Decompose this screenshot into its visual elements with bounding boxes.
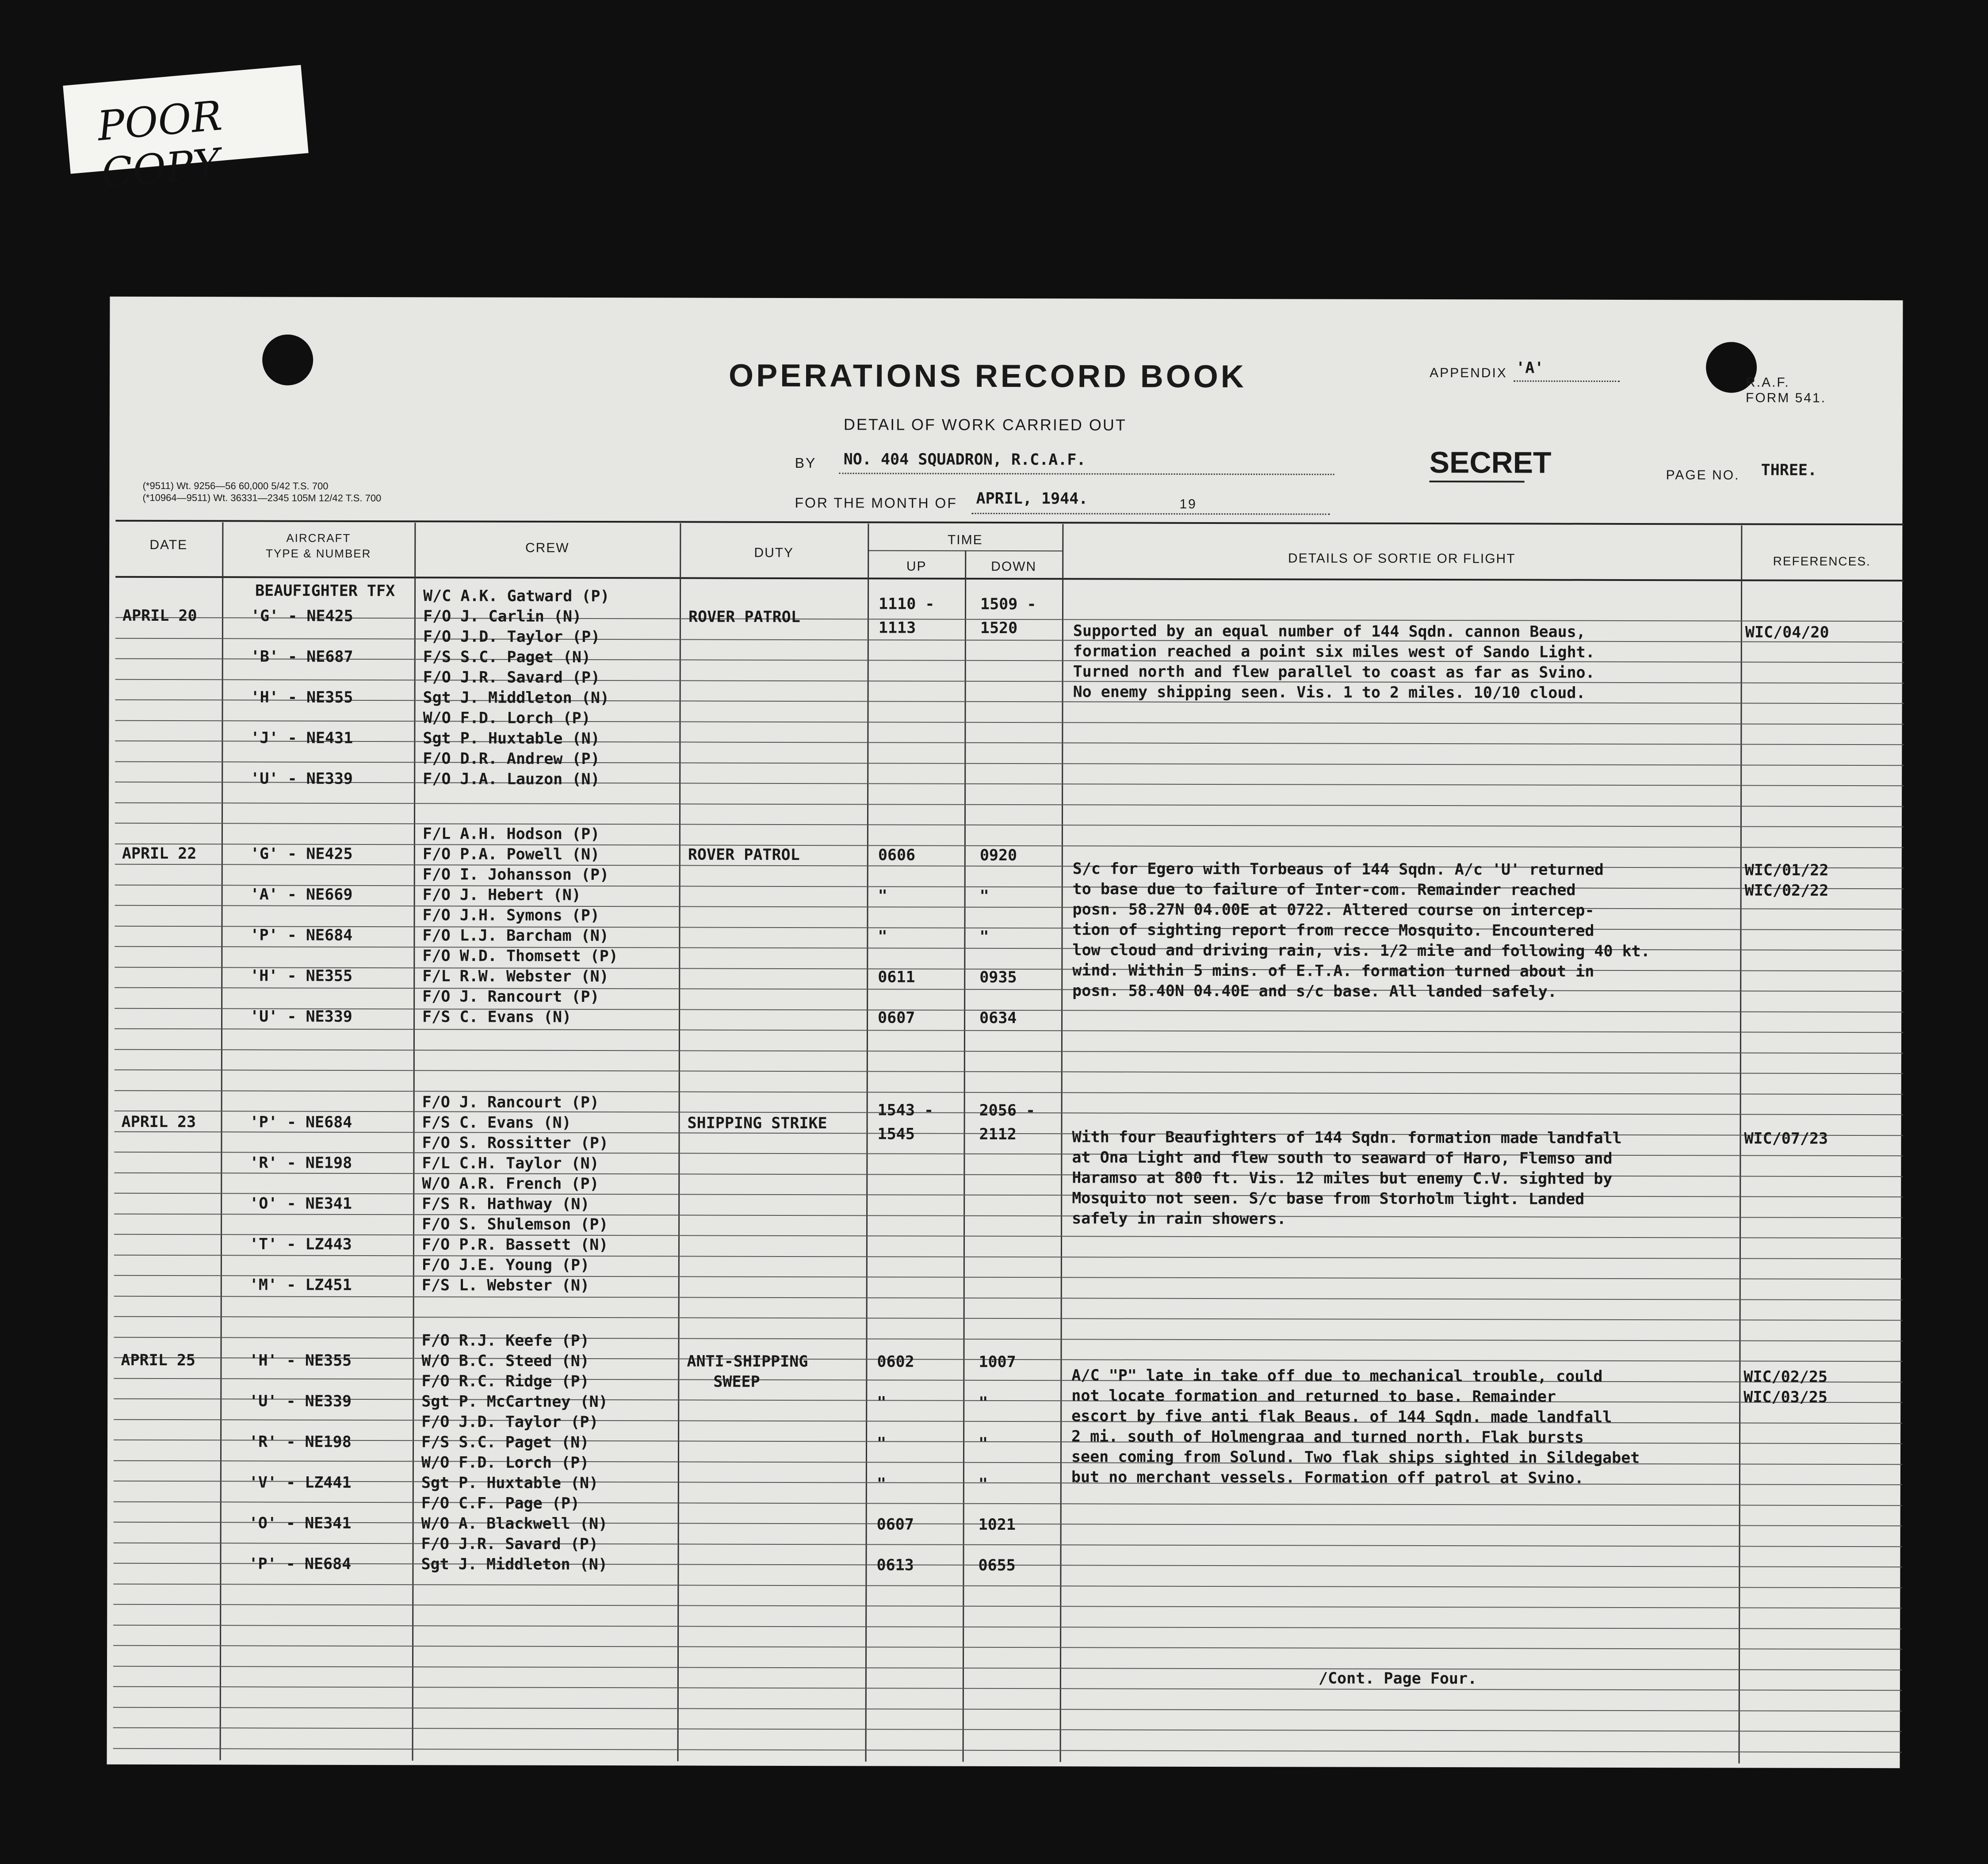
time-up: " [878,928,887,946]
col-references: REFERENCES. [1773,554,1871,569]
poor-copy-text: POOR COPY [95,92,224,197]
crew-member: F/S S.C. Paget (N) [423,648,591,667]
by-label: BY [795,455,817,471]
crew-member: F/O R.J. Keefe (P) [421,1332,589,1350]
crew-member: Sgt P. Huxtable (N) [421,1474,599,1493]
aircraft-id: 'U' - NE339 [250,770,353,788]
crew-member: F/O J.D. Taylor (P) [423,628,600,646]
details-line: Mosquito not seen. S/c base from Storholm light. Landed [1072,1189,1585,1208]
col-duty: DUTY [754,545,794,560]
crew-member: F/S C. Evans (N) [422,1008,572,1026]
aircraft-id: 'R' - NE198 [249,1433,352,1451]
crew-member: F/O J. Hebert (N) [422,886,581,904]
crew-member: F/O J.R. Savard (P) [421,1535,598,1554]
crew-member: W/C A.K. Gatward (P) [423,587,610,606]
printer-line: (*9511) Wt. 9256—56 60,000 5/42 T.S. 700 [142,480,329,492]
aircraft-id: 'P' - NE684 [250,926,353,944]
crew-member: F/O J.D. Taylor (P) [421,1413,599,1432]
details-line: at Ona Light and flew south to seaward of Haro, Flemso and [1072,1149,1613,1168]
reference: WIC/07/23 [1744,1130,1828,1148]
col-date: DATE [149,537,188,553]
details-line: Supported by an equal number of 144 Sqdn. cannon Beaus, [1073,622,1586,641]
month-label: FOR THE MONTH OF [795,495,957,511]
aircraft-id: 'J' - NE431 [250,729,353,747]
crew-member: F/O J. Carlin (N) [423,607,582,626]
details-line: safely in rain showers. [1072,1210,1286,1228]
page-label: PAGE NO. [1666,468,1740,483]
aircraft-id: 'U' - NE339 [250,1008,352,1026]
record-sheet [107,297,1903,1768]
aircraft-id: 'H' - NE355 [250,967,353,985]
time-down: " [978,1475,988,1493]
details-line: posn. 58.40N 04.40E and s/c base. All landed safely. [1072,982,1557,1001]
col-time: TIME [947,532,983,547]
col-up: UP [906,559,927,574]
time-down: " [979,1394,988,1412]
time-down: 2112 [979,1125,1017,1144]
crew-member: W/O F.D. Lorch (P) [421,1454,589,1472]
time-down: 2056 - [979,1101,1036,1120]
raf-form: R.A.F. [1746,375,1790,390]
time-down: " [979,928,989,946]
details-line: 2 mi. south of Holmengraa and turned north. Flak bursts [1071,1428,1584,1447]
details-line: No enemy shipping seen. Vis. 1 to 2 miles. 10/10 cloud. [1073,683,1586,702]
details-line: With four Beaufighters of 144 Sqdn. formation made landfall [1072,1128,1622,1147]
time-up: " [877,1434,887,1452]
details-line: posn. 58.27N 04.00E at 0722. Altered course on intercep- [1072,901,1594,920]
reference: WIC/01/22 [1744,861,1829,879]
aircraft-type: BEAUFIGHTER TFX [255,582,395,600]
entry-date: APRIL 20 [122,607,197,625]
crew-member: F/O I. Johansson (P) [422,866,609,884]
time-up: " [877,1394,887,1412]
details-line: formation reached a point six miles west of Sando Light. [1073,642,1595,661]
details-line: A/C "P" late in take off due to mechanical trouble, could [1071,1367,1603,1386]
entry-duty: ROVER PATROL [688,846,800,864]
secret-stamp: SECRET [1429,446,1552,480]
time-up: 0611 [878,968,915,986]
time-up: 0607 [876,1516,914,1534]
form-title: OPERATIONS RECORD BOOK [729,358,1246,395]
crew-member: F/L R.W. Webster (N) [422,967,609,986]
details-line: low cloud and driving rain, vis. 1/2 mile and following 40 kt. [1072,941,1650,961]
time-up: 1543 - [877,1101,934,1119]
crew-member: Sgt J. Middleton (N) [421,1555,608,1574]
col-aircraft: AIRCRAFT [286,531,351,545]
time-up: 1110 - [878,595,935,613]
crew-member: W/O F.D. Lorch (P) [423,709,591,728]
details-line: but no merchant vessels. Formation off patrol at Svino. [1071,1468,1584,1487]
entry-date: APRIL 22 [122,844,197,863]
entry-duty: ROVER PATROL [688,608,800,626]
aircraft-id: 'A' - NE669 [250,886,353,904]
page-number: THREE. [1761,461,1817,479]
entry-date: APRIL 25 [121,1351,196,1370]
aircraft-id: 'P' - NE684 [248,1555,352,1573]
crew-member: F/S S.C. Paget (N) [421,1433,589,1452]
details-line: Haramso at 800 ft. Vis. 12 miles but enemy C.V. sighted by [1072,1169,1613,1188]
time-up: 0602 [877,1353,914,1371]
col-details: DETAILS OF SORTIE OR FLIGHT [1288,551,1516,566]
entry-duty: SHIPPING STRIKE [687,1114,827,1133]
crew-member: F/O W.D. Thomsett (P) [422,947,618,966]
aircraft-id: 'T' - LZ443 [249,1235,352,1253]
details-line: S/c for Egero with Torbeaus of 144 Sqdn. A/c 'U' returned [1072,860,1604,879]
crew-member: F/L A.H. Hodson (P) [422,825,600,844]
entry-duty: ANTI-SHIPPING [687,1352,808,1371]
aircraft-id: 'H' - NE355 [250,688,353,707]
time-up: 1113 [878,619,916,637]
time-down: 1509 - [980,595,1036,614]
entry-date: APRIL 23 [121,1113,196,1131]
crew-member: F/O J.E. Young (P) [421,1256,590,1275]
time-up: 0607 [878,1009,915,1027]
crew-member: Sgt P. Huxtable (N) [423,730,600,748]
year-suffix: 19 [1179,497,1197,512]
aircraft-id: 'B' - NE687 [250,648,353,666]
reference: WIC/02/25 [1743,1368,1828,1386]
time-up: 0606 [878,846,916,864]
reference: WIC/02/22 [1744,882,1829,900]
crew-member: F/O D.R. Andrew (P) [423,750,600,768]
crew-member: F/O L.J. Barcham (N) [422,927,609,945]
crew-member: F/O J.H. Symons (P) [422,906,600,925]
crew-member: F/O C.F. Page (P) [421,1494,580,1513]
reference: WIC/04/20 [1745,623,1829,642]
aircraft-id: 'R' - NE198 [249,1154,352,1172]
time-down: " [979,1434,988,1452]
details-line: seen coming from Solund. Two flak ships sighted in Sildegabet [1071,1448,1640,1467]
aircraft-id: 'G' - NE425 [250,607,353,625]
appendix-value: 'A' [1516,359,1544,377]
time-down: " [979,887,989,905]
continuation-note: /Cont. Page Four. [1318,1669,1477,1688]
aircraft-id: 'V' - LZ441 [248,1474,352,1492]
aircraft-id: 'H' - NE355 [249,1352,352,1370]
crew-member: W/O A.R. French (P) [422,1175,599,1193]
time-down: 0655 [978,1556,1016,1575]
time-down: 1021 [978,1516,1016,1534]
crew-member: F/O J.A. Lauzon (N) [423,770,600,789]
col-crew: CREW [525,540,570,555]
aircraft-id: 'O' - NE341 [248,1514,352,1532]
details-line: not locate formation and returned to base. Remainder [1071,1387,1556,1406]
crew-member: F/O S. Rossitter (P) [422,1134,608,1153]
time-down: 0634 [979,1009,1017,1027]
crew-member: Sgt J. Middleton (N) [423,689,610,707]
month-value: APRIL, 1944. [976,489,1088,508]
aircraft-id: 'U' - NE339 [249,1392,352,1410]
details-line: escort by five anti flak Beaus. of 144 Sqdn. made landfall [1071,1407,1612,1426]
raf-form-number: FORM 541. [1745,390,1827,405]
crew-member: F/O P.A. Powell (N) [422,845,600,864]
col-down: DOWN [991,559,1037,574]
crew-member: F/S L. Webster (N) [421,1276,590,1295]
aircraft-id: 'P' - NE684 [249,1113,352,1131]
details-line: Turned north and flew parallel to coast as far as Svino. [1073,663,1595,682]
crew-member: F/S R. Hathway (N) [422,1195,590,1214]
time-up: 1545 [877,1125,915,1143]
squadron: NO. 404 SQUADRON, R.C.A.F. [843,451,1086,469]
crew-member: F/O J.R. Savard (P) [423,668,600,687]
time-up: " [876,1475,886,1493]
form-subtitle: DETAIL OF WORK CARRIED OUT [843,415,1127,434]
crew-member: W/O A. Blackwell (N) [421,1515,608,1533]
aircraft-id: 'G' - NE425 [250,845,353,863]
printer-line: (*10964—9511) Wt. 36331—2345 105M 12/42 T.S. 700 [142,492,382,504]
appendix-label: APPENDIX [1430,366,1507,381]
crew-member: F/L C.H. Taylor (N) [422,1154,599,1173]
details-line: to base due to failure of Inter-com. Remainder reached [1072,880,1576,899]
poor-copy-label [63,65,308,197]
crew-member: W/O B.C. Steed (N) [421,1352,589,1371]
time-down: 1520 [980,619,1018,638]
entry-duty-line2: SWEEP [713,1373,760,1391]
crew-member: F/S C. Evans (N) [422,1114,571,1132]
crew-member: F/O J. Rancourt (P) [422,988,600,1006]
time-up: 0613 [876,1556,914,1574]
time-down: 0935 [979,968,1017,987]
time-down: 0920 [979,846,1017,865]
crew-member: Sgt P. McCartney (N) [421,1393,608,1411]
aircraft-id: 'O' - NE341 [249,1195,352,1213]
time-down: 1007 [979,1353,1016,1371]
details-line: wind. Within 5 mins. of E.T.A. formation turned about in [1072,962,1594,981]
details-line: tion of sighting report from recce Mosquito. Encountered [1072,921,1594,940]
aircraft-id: 'M' - LZ451 [249,1276,352,1294]
punch-hole [262,334,313,385]
crew-member: F/O S. Shulemson (P) [422,1215,608,1234]
col-aircraft-type: TYPE & NUMBER [266,546,371,560]
crew-member: F/O J. Rancourt (P) [422,1093,600,1112]
reference: WIC/03/25 [1743,1388,1827,1406]
crew-member: F/O R.C. Ridge (P) [421,1372,589,1391]
time-up: " [878,887,887,905]
crew-member: F/O P.R. Bassett (N) [421,1236,608,1254]
